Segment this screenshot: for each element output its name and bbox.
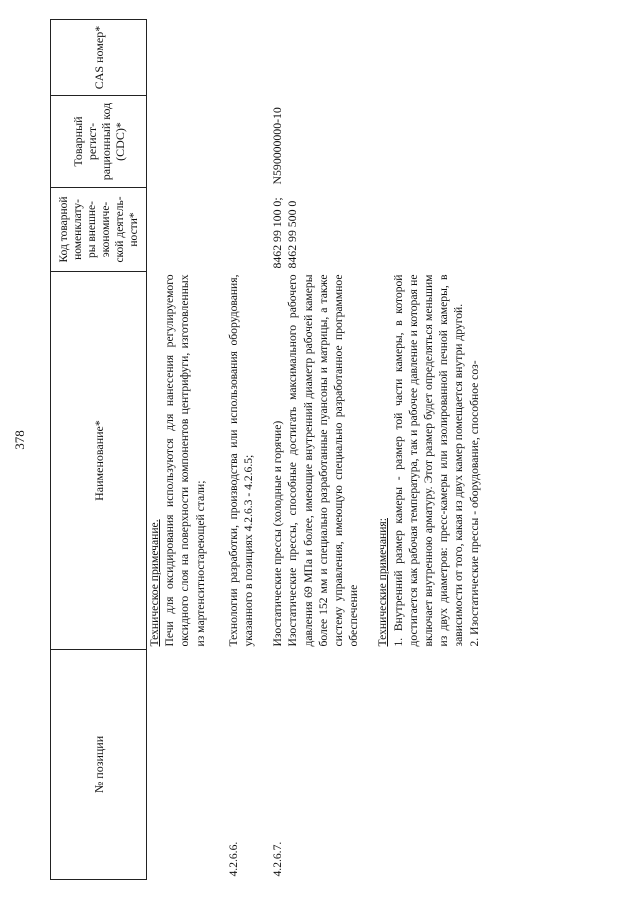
item-title: Изостатические прессы (холодные и горячие) bbox=[271, 420, 285, 647]
header-cas: CAS номер* bbox=[51, 20, 147, 96]
cell-name: Технологии разработки, производства или использования оборудования, указанного в позициях 4.2.6.3 - 4.2.6.5; bbox=[226, 274, 256, 647]
header-code-line: Код товарной bbox=[57, 196, 70, 263]
rotated-content bbox=[12, 20, 595, 880]
cell-code bbox=[147, 188, 208, 272]
header-name: Наименование* bbox=[51, 272, 147, 650]
header-cdc-line: рационный код bbox=[98, 102, 113, 181]
header-code-line: ры внешне- bbox=[85, 201, 98, 258]
cell-code bbox=[270, 188, 361, 272]
header-code-line: номенклату- bbox=[71, 199, 84, 260]
table-row bbox=[208, 20, 226, 880]
cell-code bbox=[226, 188, 256, 272]
cell-cdc bbox=[226, 96, 256, 188]
cell-cas bbox=[226, 20, 256, 96]
cell-position bbox=[147, 650, 208, 880]
table-row bbox=[361, 20, 375, 880]
table-row bbox=[256, 20, 270, 880]
header-code bbox=[51, 188, 147, 272]
table-row bbox=[226, 20, 256, 880]
item-text: Изостатические прессы, способные достигать максимального рабочего давления 69 МПа и более, имеющие внутренний диаметр рабочей камеры более 152 мм и специально разработанные пуансоны и матрицы, а также систему управления, имеющую специально разработанное программное обеспечение bbox=[286, 274, 361, 647]
notes-text: 1. Внутренний размер камеры - размер той части камеры, в которой достигается как рабочая температура, так и рабочее давление и которая не включает внутренною арматуру. Этот размер будет определяться меньшим из двух диаметров: пресс-камеры или изолированной печной камеры, в зависимости от того, какая из двух камер помещается внутри другой. bbox=[391, 274, 466, 647]
cell-position: 4.2.6.7. bbox=[271, 841, 285, 877]
table-header-row bbox=[51, 20, 147, 880]
table-row bbox=[270, 20, 361, 880]
header-code-line: ности* bbox=[127, 212, 140, 247]
header-cdc-line: (CDC)* bbox=[112, 122, 127, 161]
header-code-line: ской деятель- bbox=[113, 196, 126, 263]
header-code-line: экономиче- bbox=[99, 201, 112, 258]
cell-name bbox=[270, 272, 361, 650]
notes-text: 2. Изостатические прессы - оборудование, способное соз- bbox=[467, 360, 481, 647]
cell-cas bbox=[147, 20, 208, 96]
cell-name bbox=[375, 272, 481, 650]
cell-cdc bbox=[375, 96, 481, 188]
cell-cas bbox=[375, 20, 481, 96]
header-position: № позиции bbox=[51, 650, 147, 880]
notes-title: Технические примечания: bbox=[376, 518, 390, 647]
table-row bbox=[147, 20, 208, 880]
code-line: 8462 99 500 0 bbox=[285, 200, 300, 269]
note-title: Техническое примечание. bbox=[148, 519, 161, 647]
cell-cas bbox=[270, 20, 361, 96]
page-number: 378 bbox=[12, 430, 27, 450]
cell-name bbox=[147, 272, 208, 650]
header-cdc bbox=[51, 96, 147, 188]
cell-cdc: N590000000-10 bbox=[270, 107, 285, 185]
note-text: Печи для оксидирования используются для нанесения регулируемого оксидного слоя на поверхности компонентов центрифуги, изготовленных из мартенситностареющей стали; bbox=[163, 274, 207, 647]
header-cdc-line: Товарный регист- bbox=[70, 116, 99, 167]
table-row bbox=[375, 20, 481, 880]
cell-position: 4.2.6.6. bbox=[226, 841, 240, 877]
cell-code bbox=[375, 188, 481, 272]
goods-table bbox=[50, 19, 482, 880]
code-line: 8462 99 100 0; bbox=[270, 197, 285, 269]
cell-cdc bbox=[147, 96, 208, 188]
cell-position bbox=[375, 650, 481, 880]
